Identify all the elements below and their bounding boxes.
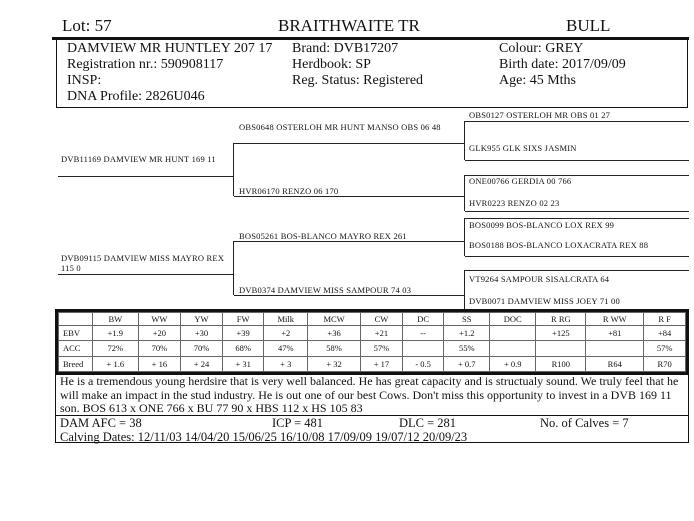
table-cell bbox=[490, 341, 536, 356]
table-cell: 72% bbox=[93, 341, 139, 356]
header-cell: WW bbox=[138, 313, 181, 326]
ggp-8: DVB0071 DAMVIEW MISS JOEY 71 00 bbox=[469, 296, 620, 306]
table-cell: 58% bbox=[308, 341, 361, 356]
birth-date: Birth date: 2017/09/09 bbox=[499, 57, 626, 72]
ggp-2: GLK955 GLK SIXS JASMIN bbox=[469, 143, 577, 153]
lot-label: Lot: 57 bbox=[62, 16, 112, 35]
table-cell: +125 bbox=[536, 325, 586, 340]
table-cell: + 1.6 bbox=[93, 356, 139, 371]
sire-name: DVB11169 DAMVIEW MR HUNT 169 11 bbox=[61, 154, 216, 164]
row-label: Breed bbox=[59, 356, 93, 371]
table-cell bbox=[490, 325, 536, 340]
insp-label: INSP: bbox=[67, 73, 102, 88]
table-cell: +20 bbox=[138, 325, 181, 340]
header-cell: MCW bbox=[308, 313, 361, 326]
registration-number: Registration nr.: 590908117 bbox=[67, 57, 224, 72]
breed-row bbox=[59, 356, 686, 371]
row-label: EBV bbox=[59, 325, 93, 340]
dam-dam-name: DVB0374 DAMVIEW MISS SAMPOUR 74 03 bbox=[239, 285, 412, 295]
table-cell bbox=[402, 341, 444, 356]
table-cell: -- bbox=[402, 325, 444, 340]
table-cell: 47% bbox=[264, 341, 308, 356]
table-cell: + 24 bbox=[181, 356, 223, 371]
table-cell: +39 bbox=[222, 325, 264, 340]
header-cell: BW bbox=[93, 313, 139, 326]
header-cell: SS bbox=[444, 313, 490, 326]
table-cell bbox=[536, 341, 586, 356]
header-cell: DC bbox=[402, 313, 444, 326]
table-cell: R64 bbox=[586, 356, 644, 371]
ggp-7: VT9264 SAMPOUR SISALCRATA 64 bbox=[469, 274, 610, 284]
header-cell: R RG bbox=[536, 313, 586, 326]
table-cell: +30 bbox=[181, 325, 223, 340]
table-cell: +2 bbox=[264, 325, 308, 340]
ggp-1: OBS0127 OSTERLOH MR OBS 01 27 bbox=[469, 110, 611, 120]
ggp-5: BOS0099 BOS-BLANCO LOX REX 99 bbox=[469, 220, 615, 230]
header-cell: YW bbox=[181, 313, 223, 326]
table-cell: 57% bbox=[644, 341, 686, 356]
table-cell: + 0.9 bbox=[490, 356, 536, 371]
table-cell: +81 bbox=[586, 325, 644, 340]
lot-number: 57 bbox=[94, 16, 112, 35]
header-cell: R F bbox=[644, 313, 686, 326]
header-cell: Milk bbox=[264, 313, 308, 326]
acc-row bbox=[59, 341, 686, 356]
header-cell: DOC bbox=[490, 313, 536, 326]
age: Age: 45 Mths bbox=[499, 73, 576, 88]
dam-name: DVB09115 DAMVIEW MISS MAYRO REX 115 0 bbox=[61, 253, 225, 273]
table-cell: + 31 bbox=[222, 356, 264, 371]
dam-afc: DAM AFC = 38 bbox=[60, 416, 142, 430]
table-cell: R100 bbox=[536, 356, 586, 371]
table-cell: 57% bbox=[361, 341, 403, 356]
ebv-row bbox=[59, 325, 686, 340]
header-cell: R WW bbox=[586, 313, 644, 326]
table-cell: +84 bbox=[644, 325, 686, 340]
colour: Colour: GREY bbox=[499, 41, 584, 56]
table-cell: 68% bbox=[222, 341, 264, 356]
table-cell bbox=[586, 341, 644, 356]
table-cell: 55% bbox=[444, 341, 490, 356]
dam-stats-box bbox=[55, 415, 689, 443]
sire-sire-name: OBS0648 OSTERLOH MR HUNT MANSO OBS 06 48 bbox=[239, 122, 441, 132]
row-label: ACC bbox=[59, 341, 93, 356]
dam-dlc: DLC = 281 bbox=[399, 416, 457, 430]
calving-dates: Calving Dates: 12/11/03 14/04/20 15/06/25 16/10/08 17/09/09 19/07/12 20/09/23 bbox=[60, 430, 468, 444]
animal-name: DAMVIEW MR HUNTLEY 207 17 bbox=[67, 41, 273, 56]
sex-label: BULL bbox=[566, 16, 611, 35]
dam-calves: No. of Calves = 7 bbox=[540, 416, 629, 430]
table-cell: - 0.5 bbox=[402, 356, 444, 371]
table-cell: R70 bbox=[644, 356, 686, 371]
table-cell: + 32 bbox=[308, 356, 361, 371]
ggp-4: HVR0223 RENZO 02 23 bbox=[469, 198, 560, 208]
table-cell: +1.9 bbox=[93, 325, 139, 340]
header-cell: CW bbox=[361, 313, 403, 326]
ebv-header-row bbox=[59, 313, 686, 326]
ebv-table bbox=[55, 309, 689, 375]
table-cell: +21 bbox=[361, 325, 403, 340]
dna-profile: DNA Profile: 2826U046 bbox=[67, 89, 205, 104]
brand: Brand: DVB17207 bbox=[292, 41, 399, 56]
ggp-6: BOS0188 BOS-BLANCO LOXACRATA REX 88 bbox=[469, 240, 649, 250]
header-cell: FW bbox=[222, 313, 264, 326]
dam-sire-name: BOS05261 BOS-BLANCO MAYRO REX 261 bbox=[239, 231, 407, 241]
table-cell: + 0.7 bbox=[444, 356, 490, 371]
lot-comment: He is a tremendous young herdsire that is very well balanced. He has great capacity and is structualy sound. We truly feel that he will make an impact in the stud industry. He is out one of our best Cows. Don't miss this opportunity to invest in a DVB 169 11 son. BOS 613 x ONE 766 x BU 77 90 x HBS 112 x HS 105 83 bbox=[55, 375, 689, 415]
table-cell: + 3 bbox=[264, 356, 308, 371]
table-cell: + 16 bbox=[138, 356, 181, 371]
ggp-3: ONE00766 GERDIA 00 766 bbox=[469, 176, 572, 186]
table-cell: +1.2 bbox=[444, 325, 490, 340]
herdbook: Herdbook: SP bbox=[292, 57, 371, 72]
table-cell: 70% bbox=[181, 341, 223, 356]
table-cell: + 17 bbox=[361, 356, 403, 371]
reg-status: Reg. Status: Registered bbox=[292, 73, 424, 88]
sire-dam-name: HVR06170 RENZO 06 170 bbox=[239, 186, 339, 196]
breeder-name: BRAITHWAITE TR bbox=[278, 16, 420, 35]
table-cell: 70% bbox=[138, 341, 181, 356]
header-cell bbox=[59, 313, 93, 326]
dam-icp: ICP = 481 bbox=[272, 416, 324, 430]
table-cell: +36 bbox=[308, 325, 361, 340]
